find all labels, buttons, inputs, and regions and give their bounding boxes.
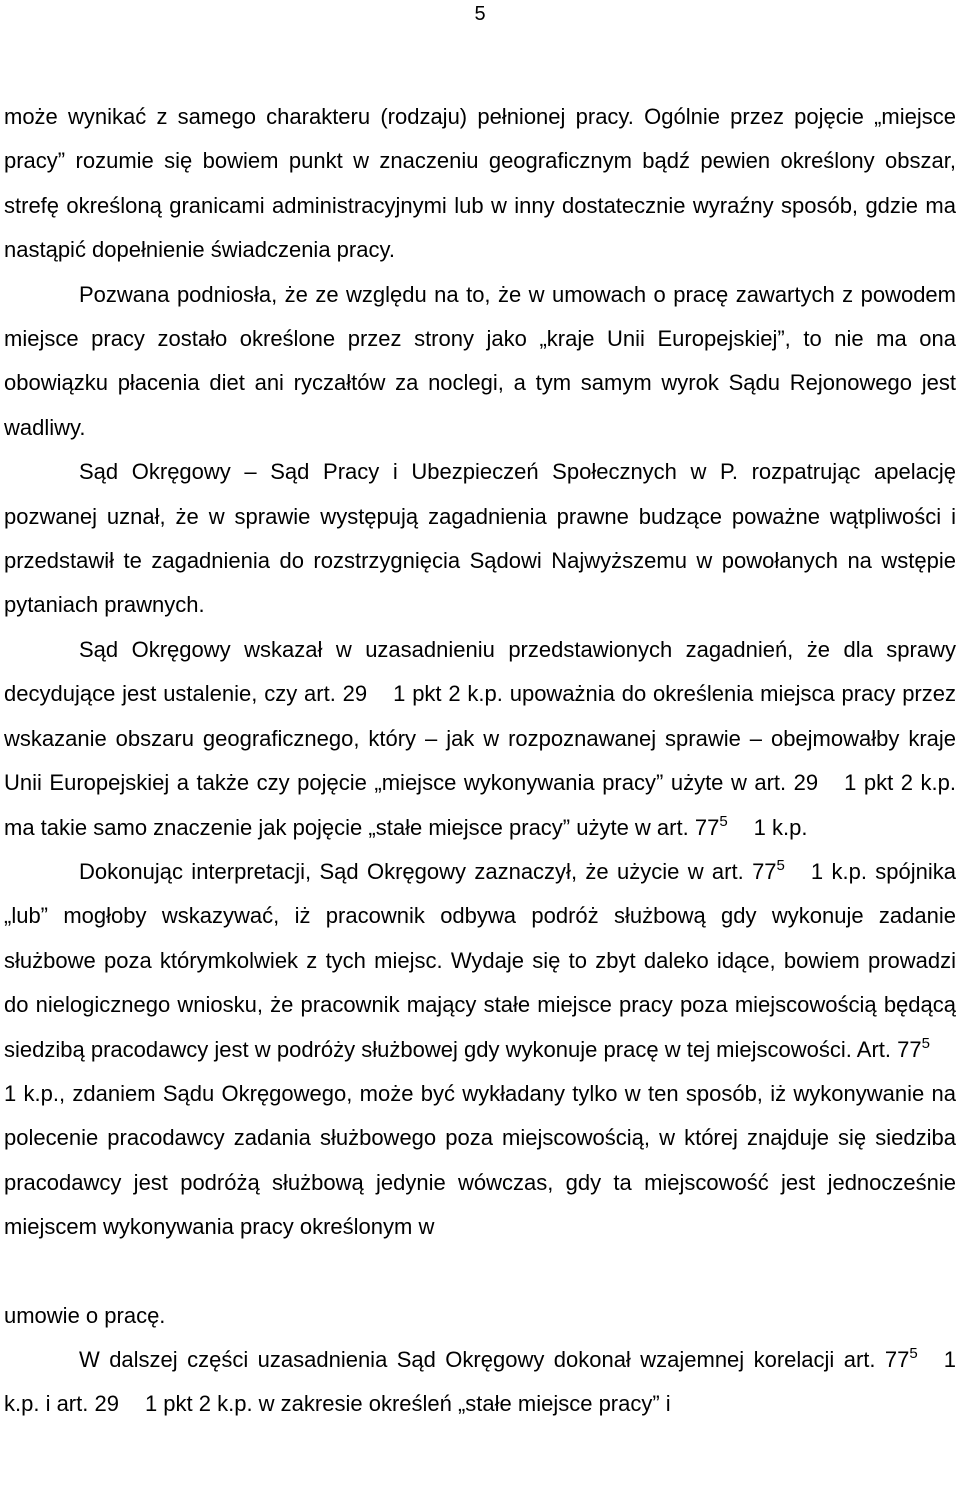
paragraph-5-text-2: 1 k.p. spójnika „lub” mogłoby wskazywać, iż pracownik odbywa podróż służbową gdy wykonuje zadanie służbowe poza którymkolwiek z tych miejsc. Wydaje się to zbyt daleko idące, bowiem prowadzi do nielogicznego wniosku, że pracownik mający stałe miejsce pracy poza miejscowością będącą siedzibą pracodawcy jest w podróży służbowej gdy wykonuje pracę w tej miejscowości. Art. 77 xyxy=(4,858,956,1062)
document-body xyxy=(4,95,956,1427)
paragraph-7-text-2: 1 k.p. i art. 29 xyxy=(4,1346,956,1417)
paragraph-7-text-1: W dalszej części uzasadnienia Sąd Okręgowy dokonał wzajemnej korelacji art. 77 xyxy=(79,1346,910,1372)
paragraph-3: Sąd Okręgowy – Sąd Pracy i Ubezpieczeń Społecznych w P. rozpatrując apelację pozwanej uznał, że w sprawie występują zagadnienia prawne budzące poważne wątpliwości i przedstawił te zagadnienia do rozstrzygnięcia Sądowi Najwyższemu w powołanych na wstępie pytaniach prawnych. xyxy=(4,459,956,618)
paragraph-4-text-2: 1 pkt 2 k.p. upoważnia do określenia miejsca pracy przez wskazanie obszaru geograficznego, który – jak w rozpoznawanej sprawie – obejmowałby kraje Unii Europejskiej a także czy pojęcie „miejsce wykonywania pracy” użyte w art. 29 xyxy=(4,681,956,796)
paragraph-4-text-3: 1 pkt 2 k.p. ma takie samo znaczenie jak pojęcie „stałe miejsce pracy” użyte w art. 77 xyxy=(4,770,956,840)
superscript: 5 xyxy=(921,1034,930,1052)
superscript: 5 xyxy=(719,812,728,830)
paragraph-7-text-3: 1 pkt 2 k.p. w zakresie określeń „stałe miejsce pracy” i xyxy=(144,1391,671,1417)
paragraph-4 xyxy=(4,628,956,850)
paragraph-2: Pozwana podniosła, że ze względu na to, że w umowach o pracę zawartych z powodem miejsce pracy zostało określone przez strony jako „kraje Unii Europejskiej”, to nie ma ona obowiązku płacenia diet ani ryczałtów za noclegi, a tym samym wyrok Sądu Rejonowego jest wadliwy. xyxy=(4,281,956,440)
paragraph-5-text-3: 1 k.p., zdaniem Sądu Okręgowego, może być wykładany tylko w ten sposób, iż wykonywanie na polecenie pracodawcy zadania służbowego poza miejscowością, w której znajduje się siedziba pracodawcy jest podróżą służbową jedynie wówczas, gdy ta miejscowość jest jednocześnie miejscem wykonywania pracy określonym w xyxy=(4,1080,956,1240)
paragraph-1: może wynikać z samego charakteru (rodzaju) pełnionej pracy. Ogólnie przez pojęcie „miejsce pracy” rozumie się bowiem punkt w znaczeniu geograficznym bądź pewien określony obszar, strefę określoną granicami administracyjnymi lub w inny dostatecznie wyraźny sposób, gdzie ma nastąpić dopełnienie świadczenia pracy. xyxy=(4,104,956,263)
paragraph-7 xyxy=(4,1338,956,1427)
paragraph-4-text-4: 1 k.p. xyxy=(753,814,808,840)
superscript: 5 xyxy=(776,856,785,874)
paragraph-4-text-1: Sąd Okręgowy wskazał w uzasadnieniu przedstawionych zagadnień, że dla sprawy decydujące jest ustalenie, czy art. 29 xyxy=(4,636,956,707)
paragraph-5-text-1: Dokonując interpretacji, Sąd Okręgowy zaznaczył, że użycie w art. 77 xyxy=(79,858,777,884)
paragraph-6: umowie o pracę. xyxy=(4,1302,166,1328)
page-number: 5 xyxy=(474,3,486,25)
paragraph-5 xyxy=(4,850,956,1250)
superscript: 5 xyxy=(909,1344,918,1362)
